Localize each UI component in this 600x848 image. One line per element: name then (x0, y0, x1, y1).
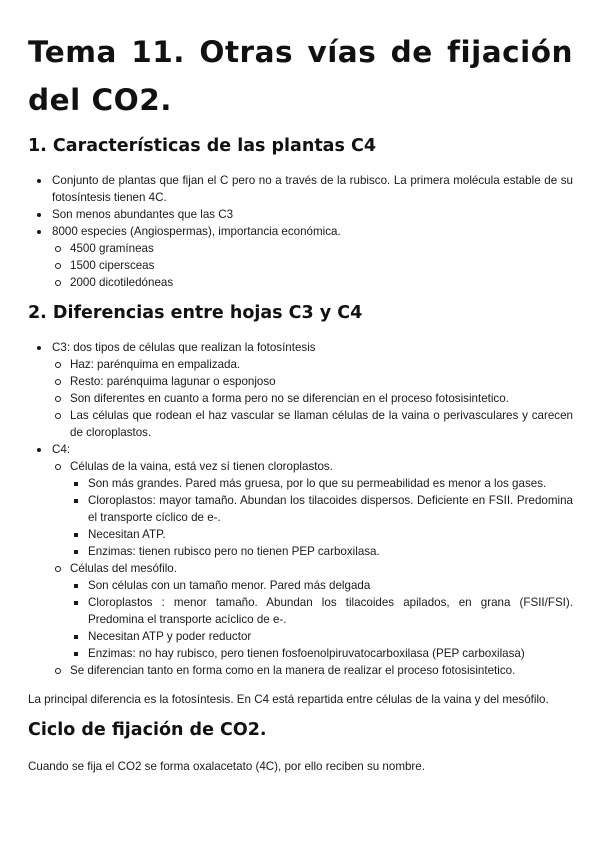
species-sublist (52, 240, 573, 291)
list-item: Cloroplastos : menor tamaño. Abundan los tilacoides apilados, en grana (FSII/FSI). Predomina el transporte acíclico de e-. (70, 594, 573, 628)
c4-sublist (52, 458, 573, 679)
list-item (28, 223, 573, 291)
list-item: Cloroplastos: mayor tamaño. Abundan los tilacoides dispersos. Deficiente en FSII. Predomina el transporte cíclico de e-. (70, 492, 573, 526)
list-item-mesofilo (52, 560, 573, 662)
list-item-vaina (52, 458, 573, 560)
list-item: Necesitan ATP y poder reductor (70, 628, 573, 645)
c3-sublist (52, 356, 573, 441)
list-item: Conjunto de plantas que fijan el C pero no a través de la rubisco. La primera molécula estable de su fotosíntesis tienen 4C. (28, 172, 573, 206)
list-item-text: 8000 especies (Angiospermas), importancia económica. (52, 225, 341, 238)
section-heading-c4-characteristics: 1. Características de las plantas C4 (28, 136, 377, 156)
list-item: 2000 dicotiledóneas (52, 274, 573, 291)
section-heading-co2-cycle: Ciclo de fijación de CO2. (28, 720, 267, 740)
c4-characteristics-list (28, 172, 573, 291)
list-item: Se diferencian tanto en forma como en la manera de realizar el proceso fotosisintetico. (52, 662, 573, 679)
list-item: Haz: parénquima en empalizada. (52, 356, 573, 373)
list-item: Son más grandes. Pared más gruesa, por lo que su permeabilidad es menor a los gases. (70, 475, 573, 492)
list-item: Enzimas: tienen rubisco pero no tienen PEP carboxilasa. (70, 543, 573, 560)
mesofilo-sublist (70, 577, 573, 662)
page-title: Tema 11. Otras vías de fijación del CO2. (28, 35, 573, 117)
list-item: Son diferentes en cuanto a forma pero no se diferencian en el proceso fotosisintetico. (52, 390, 573, 407)
list-item: 4500 gramíneas (52, 240, 573, 257)
list-item-text: C3: dos tipos de células que realizan la fotosíntesis (52, 341, 316, 354)
list-item-c4 (28, 441, 573, 679)
leaf-differences-list (28, 339, 573, 679)
list-item: Las células que rodean el haz vascular se llaman células de la vaina o perivasculares y carecen de cloroplastos. (52, 407, 573, 441)
list-item: Necesitan ATP. (70, 526, 573, 543)
document-page (28, 0, 573, 775)
vaina-sublist (70, 475, 573, 560)
list-item: 1500 cipersceas (52, 257, 573, 274)
list-item-text: C4: (52, 443, 71, 456)
section-heading-leaf-differences: 2. Diferencias entre hojas C3 y C4 (28, 303, 363, 323)
list-item: Son células con un tamaño menor. Pared más delgada (70, 577, 573, 594)
co2-cycle-paragraph: Cuando se fija el CO2 se forma oxalacetato (4C), por ello reciben su nombre. (28, 760, 425, 773)
list-item: Enzimas: no hay rubisco, pero tienen fosfoenolpiruvatocarboxilasa (PEP carboxilasa) (70, 645, 573, 662)
list-item: Resto: parénquima lagunar o esponjoso (52, 373, 573, 390)
leaf-differences-paragraph: La principal diferencia es la fotosíntesis. En C4 está repartida entre células de la vaina y del mesófilo. (28, 693, 549, 706)
list-item-c3 (28, 339, 573, 441)
list-item-text: Células de la vaina, está vez sí tienen cloroplastos. (70, 460, 333, 473)
list-item-text: Células del mesófilo. (70, 562, 177, 575)
list-item: Son menos abundantes que las C3 (28, 206, 573, 223)
